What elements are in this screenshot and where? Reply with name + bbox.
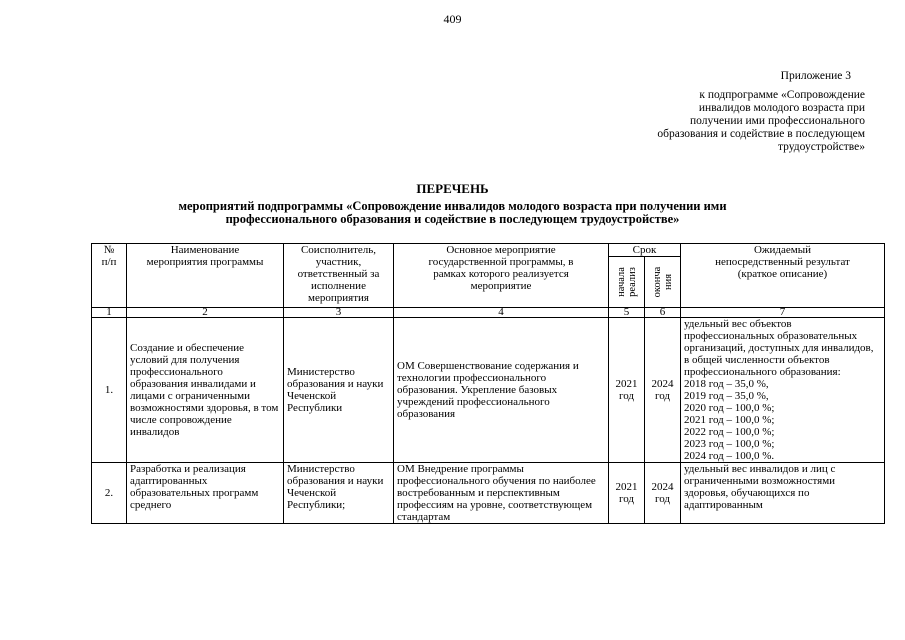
header-main-event: Основное мероприятие государственной программы, в рамках которого реализуется мероприятие xyxy=(394,244,609,308)
column-number: 6 xyxy=(645,308,681,318)
page-number: 409 xyxy=(443,12,462,26)
appendix-line: инвалидов молодого возраста при xyxy=(698,102,865,114)
header-executor: Соисполнитель, участник, ответственный за исполнение мероприятия xyxy=(284,244,394,308)
column-number: 1 xyxy=(92,308,127,318)
row-start: 2021 год xyxy=(609,318,645,463)
row-name: Создание и обеспечение условий для получения профессионального образования инвалидами и лицами с ограниченными возможностями здоровья, в том числе сопровождение инвалидов xyxy=(127,318,284,463)
document-title: ПЕРЕЧЕНЬ xyxy=(416,181,489,196)
table-row xyxy=(92,463,885,524)
row-start: 2021 год xyxy=(609,463,645,524)
column-number: 7 xyxy=(681,308,885,318)
header-start xyxy=(609,257,645,308)
row-result: удельный вес инвалидов и лиц с ограниченными возможностями здоровья, обучающихся по адаптированным xyxy=(681,463,885,524)
column-number: 5 xyxy=(609,308,645,318)
subtitle-line: мероприятий подпрограммы «Сопровождение инвалидов молодого возраста при получении ими xyxy=(178,199,727,213)
events-table xyxy=(91,243,885,524)
appendix-block xyxy=(625,70,865,154)
row-name: Разработка и реализация адаптированных образовательных программ среднего xyxy=(127,463,284,524)
column-numbers-row xyxy=(92,308,885,318)
column-number: 2 xyxy=(127,308,284,318)
appendix-line: трудоустройстве» xyxy=(778,141,865,153)
document-subtitle xyxy=(100,200,805,226)
row-main-event: ОМ Внедрение программы профессионального обучения по наиболее востребованным и перспективным профессиям на уровне, соответствующем стандартам xyxy=(394,463,609,524)
row-executor: Министерство образования и науки Чеченской Республики xyxy=(284,318,394,463)
row-num: 1. xyxy=(92,318,127,463)
appendix-line: образования и содействие в последующем xyxy=(657,128,865,140)
column-number: 3 xyxy=(284,308,394,318)
header-num: № п/п xyxy=(92,244,127,308)
header-end-label: оконча ния xyxy=(651,266,674,298)
header-name: Наименование мероприятия программы xyxy=(127,244,284,308)
row-main-event: ОМ Совершенствование содержания и технологии профессионального образования. Укрепление базовых учреждений профессионального образования xyxy=(394,318,609,463)
appendix-title: Приложение 3 xyxy=(780,70,851,82)
header-end xyxy=(645,257,681,308)
appendix-line: получении ими профессионального xyxy=(690,115,865,127)
row-result: удельный вес объектов профессиональных образовательных организаций, доступных для инвалидов, в общей численности объектов профессионального образования: 2018 год – 35,0 %, 2019 год – 35,0 %, 2020 год – 100,0 %; 2021 год – 100,0 %; 2022 год – 100,0 %; 2023 год – 100,0 %; 2024 год – 100,0 %. xyxy=(681,318,885,463)
row-num: 2. xyxy=(92,463,127,524)
row-end: 2024 год xyxy=(645,318,681,463)
table-row xyxy=(92,318,885,463)
row-end: 2024 год xyxy=(645,463,681,524)
header-start-label: начала реализ xyxy=(615,267,638,297)
row-executor: Министерство образования и науки Чеченской Республики; xyxy=(284,463,394,524)
column-number: 4 xyxy=(394,308,609,318)
subtitle-line: профессионального образования и содействие в последующем трудоустройстве» xyxy=(225,212,680,226)
header-term: Срок xyxy=(609,244,681,257)
appendix-line: к подпрограмме «Сопровождение xyxy=(699,89,865,101)
header-result: Ожидаемый непосредственный результат (краткое описание) xyxy=(681,244,885,308)
